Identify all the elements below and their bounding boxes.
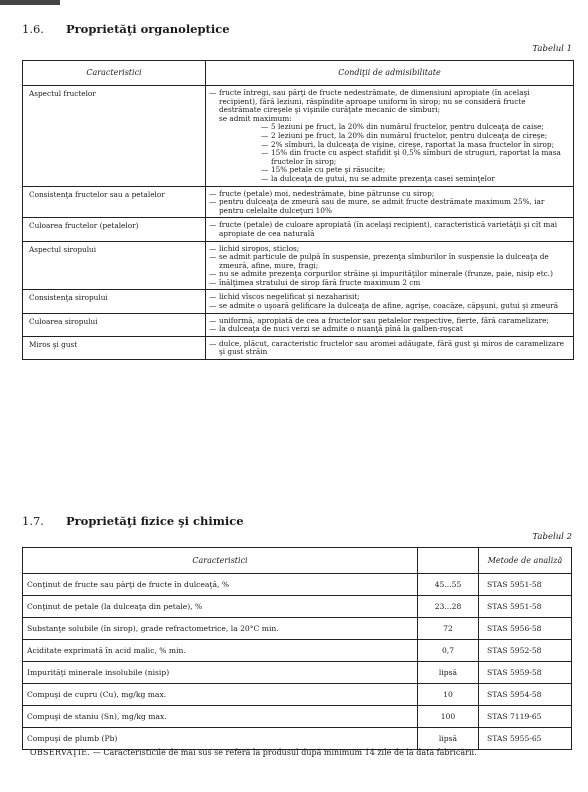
dash-bullet: — [209, 338, 217, 348]
condition-text: fructe (petale) moi, nedestrămate, bine pătrunse cu sirop; [219, 188, 435, 198]
condition-text: se admit particule de pulpă în suspensie, prezenţa sîmburilor în suspensie la dulceaţa de zmeură, afine, mure, fragi; [219, 252, 549, 270]
dash-bullet: — [209, 88, 217, 97]
method-cell: STAS 5952-58 [479, 640, 572, 662]
dash-bullet: — [261, 173, 269, 183]
dash-bullet: — [209, 324, 217, 334]
value-cell: 72 [418, 618, 479, 640]
scan-artifact [0, 0, 60, 5]
condition-item [209, 175, 569, 184]
table-row [23, 290, 574, 313]
physico-chemical-table [22, 547, 572, 750]
characteristic-cell: Consistenţa fructelor sau a petalelor [23, 186, 206, 218]
condition-text: la dulceaţa de nuci verzi se admite o nuanţă pînă la galben-roşcat [219, 324, 463, 334]
condition-item [209, 253, 569, 270]
table-row [23, 728, 572, 750]
characteristic-cell: Aciditate exprimată în acid malic, % min. [23, 640, 418, 662]
dash-bullet: — [261, 148, 269, 158]
value-cell: 10 [418, 684, 479, 706]
table-row [23, 186, 574, 218]
condition-cell [206, 241, 574, 290]
condition-text: nu se admite prezenţa corpurilor străine şi impurităţilor minerale (frunze, paie, nisip etc.) [219, 269, 553, 279]
value-cell: 45...55 [418, 574, 479, 596]
characteristic-cell: Culoarea siropului [23, 313, 206, 336]
condition-text: fructe (petale) de culoare apropiată (în acelaşi recipient), caracteristică varietăţii şi cît mai apropiate de cea naturală [219, 220, 558, 238]
characteristic-cell: Conţinut de petale (la dulceaţa din petale), % [23, 596, 418, 618]
characteristic-cell: Culoarea fructelor (petalelor) [23, 218, 206, 241]
condition-text: 2% sîmburi, la dulceaţa de vişine, cireşe, raportat la masa fructelor în sirop; [271, 139, 555, 149]
condition-item [209, 89, 569, 115]
table-row [23, 313, 574, 336]
section-title: Proprietăţi organoleptice [65, 22, 230, 36]
section-heading-1 [22, 22, 230, 36]
table-row [23, 684, 572, 706]
value-cell: lipsă [418, 662, 479, 684]
condition-text: la dulceaţa de gutui, nu se admite prezenţa casei seminţelor [271, 173, 495, 183]
condition-item [209, 198, 569, 215]
dash-bullet: — [209, 188, 217, 198]
dash-bullet: — [209, 220, 217, 230]
condition-text: 15% petale cu pete şi răsucite; [271, 165, 386, 175]
section-heading-2 [22, 514, 244, 528]
dash-bullet: — [209, 292, 217, 302]
condition-text: 15% din fructe cu aspect stafidit şi 0,5% sîmburi de struguri, raportat la masa fructelor în sirop; [271, 148, 561, 166]
dash-bullet: — [261, 165, 269, 175]
condition-text: înălţimea stratului de sirop fără fructe maximum 2 cm [219, 277, 421, 287]
method-cell: STAS 5956-58 [479, 618, 572, 640]
method-cell: STAS 5959-58 [479, 662, 572, 684]
column-header: Caracteristici [23, 61, 206, 86]
table-row [23, 640, 572, 662]
condition-item [209, 325, 569, 334]
table-row [23, 218, 574, 241]
condition-text: pentru dulceaţa de zmeură sau de mure, se admit fructe destrămate maximum 25%, iar pentru celelalte dulceţuri 10% [219, 197, 545, 215]
condition-item [209, 149, 569, 166]
method-cell: STAS 5951-58 [479, 596, 572, 618]
value-cell: 23...28 [418, 596, 479, 618]
method-cell: STAS 5955-65 [479, 728, 572, 750]
observation-label: OBSERVAŢIE. [30, 748, 91, 757]
dash-bullet: — [261, 130, 269, 140]
table-row [23, 596, 572, 618]
condition-text: fructe întregi, sau părţi de fructe nedestrămate, de dimensiuni apropiate (în acelaşi recipient), fără leziuni, răspîndite aproape uniform în sirop; nu se consideră fructe destrămate cireşele şi vişinile curăţate mecanic de sîmburi; [219, 88, 530, 115]
method-cell: STAS 7119-65 [479, 706, 572, 728]
condition-item [209, 279, 569, 288]
condition-cell [206, 313, 574, 336]
dash-bullet: — [209, 197, 217, 207]
condition-text: uniformă, apropiată de cea a fructelor sau petalelor respective, fierte, fără caramelizare; [219, 315, 549, 325]
condition-text: 5 leziuni pe fruct, la 20% din numărul fructelor, pentru dulceaţa de caise; [271, 122, 544, 132]
characteristic-cell: Compuşi de staniu (Sn), mg/kg max. [23, 706, 418, 728]
condition-cell [206, 336, 574, 359]
dash-bullet: — [209, 243, 217, 253]
dash-bullet: — [209, 277, 217, 287]
characteristic-cell: Substanţe solubile (în sirop), grade refractometrice, la 20°C min. [23, 618, 418, 640]
characteristic-cell: Impurităţi minerale insolubile (nisip) [23, 662, 418, 684]
condition-text: lichid vîscos negelificat şi nezaharisit; [219, 292, 360, 302]
column-header: Metode de analiză [479, 548, 572, 574]
condition-cell [206, 290, 574, 313]
characteristic-cell: Compuşi de plumb (Pb) [23, 728, 418, 750]
method-cell: STAS 5954-58 [479, 684, 572, 706]
condition-item [209, 221, 569, 238]
dash-bullet: — [209, 301, 217, 311]
condition-cell [206, 218, 574, 241]
characteristic-cell: Miros şi gust [23, 336, 206, 359]
value-cell: 100 [418, 706, 479, 728]
section-title: Proprietăţi fizice şi chimice [65, 514, 244, 528]
section-number: 1.6. [22, 22, 44, 36]
characteristic-cell: Aspectul fructelor [23, 86, 206, 187]
column-header: Caracteristici [23, 548, 418, 574]
condition-cell [206, 186, 574, 218]
table-row [23, 241, 574, 290]
table-row [23, 336, 574, 359]
dash-bullet: — [209, 252, 217, 262]
observation-text: — Caracteristicile de mai sus se referă la produsul după minimum 14 zile de la data fabricării. [92, 748, 477, 757]
table-row [23, 706, 572, 728]
characteristic-cell: Consistenţa siropului [23, 290, 206, 313]
characteristic-cell: Conţinut de fructe sau părţi de fructe în dulceaţă, % [23, 574, 418, 596]
table-row [23, 618, 572, 640]
organoleptic-table [22, 60, 574, 360]
dash-bullet: — [261, 122, 269, 132]
condition-cell [206, 86, 574, 187]
section-number: 1.7. [22, 514, 44, 528]
condition-text: se admite o uşoară gelificare la dulceaţa de afine, agrişe, coacăze, căpşuni, gutui şi zmeură [219, 301, 559, 311]
table-label: Tabelul 1 [532, 44, 572, 54]
column-header: Condiţii de admisibilitate [206, 61, 574, 86]
value-cell: lipsă [418, 728, 479, 750]
table-row [23, 86, 574, 187]
condition-item [209, 340, 569, 357]
method-cell: STAS 5951-58 [479, 574, 572, 596]
condition-text: dulce, plăcut, caracteristic fructelor sau aromei adăugate, fără gust şi miros de caramelizare şi gust străin [219, 338, 564, 357]
condition-text: se admit maximum: [219, 113, 292, 123]
table-label: Tabelul 2 [532, 532, 572, 542]
characteristic-cell: Aspectul siropului [23, 241, 206, 290]
dash-bullet: — [209, 269, 217, 279]
dash-bullet: — [261, 139, 269, 149]
column-header [418, 548, 479, 574]
value-cell: 0,7 [418, 640, 479, 662]
table-row [23, 662, 572, 684]
condition-text: 2 leziuni pe fruct, la 20% din numărul fructelor, pentru dulceaţa de cireşe; [271, 130, 548, 140]
condition-text: lichid siropos, sticlos; [219, 243, 300, 253]
dash-bullet: — [209, 315, 217, 325]
table-row [23, 574, 572, 596]
characteristic-cell: Compuşi de cupru (Cu), mg/kg max. [23, 684, 418, 706]
condition-item [209, 302, 569, 311]
observation-note [30, 748, 565, 758]
